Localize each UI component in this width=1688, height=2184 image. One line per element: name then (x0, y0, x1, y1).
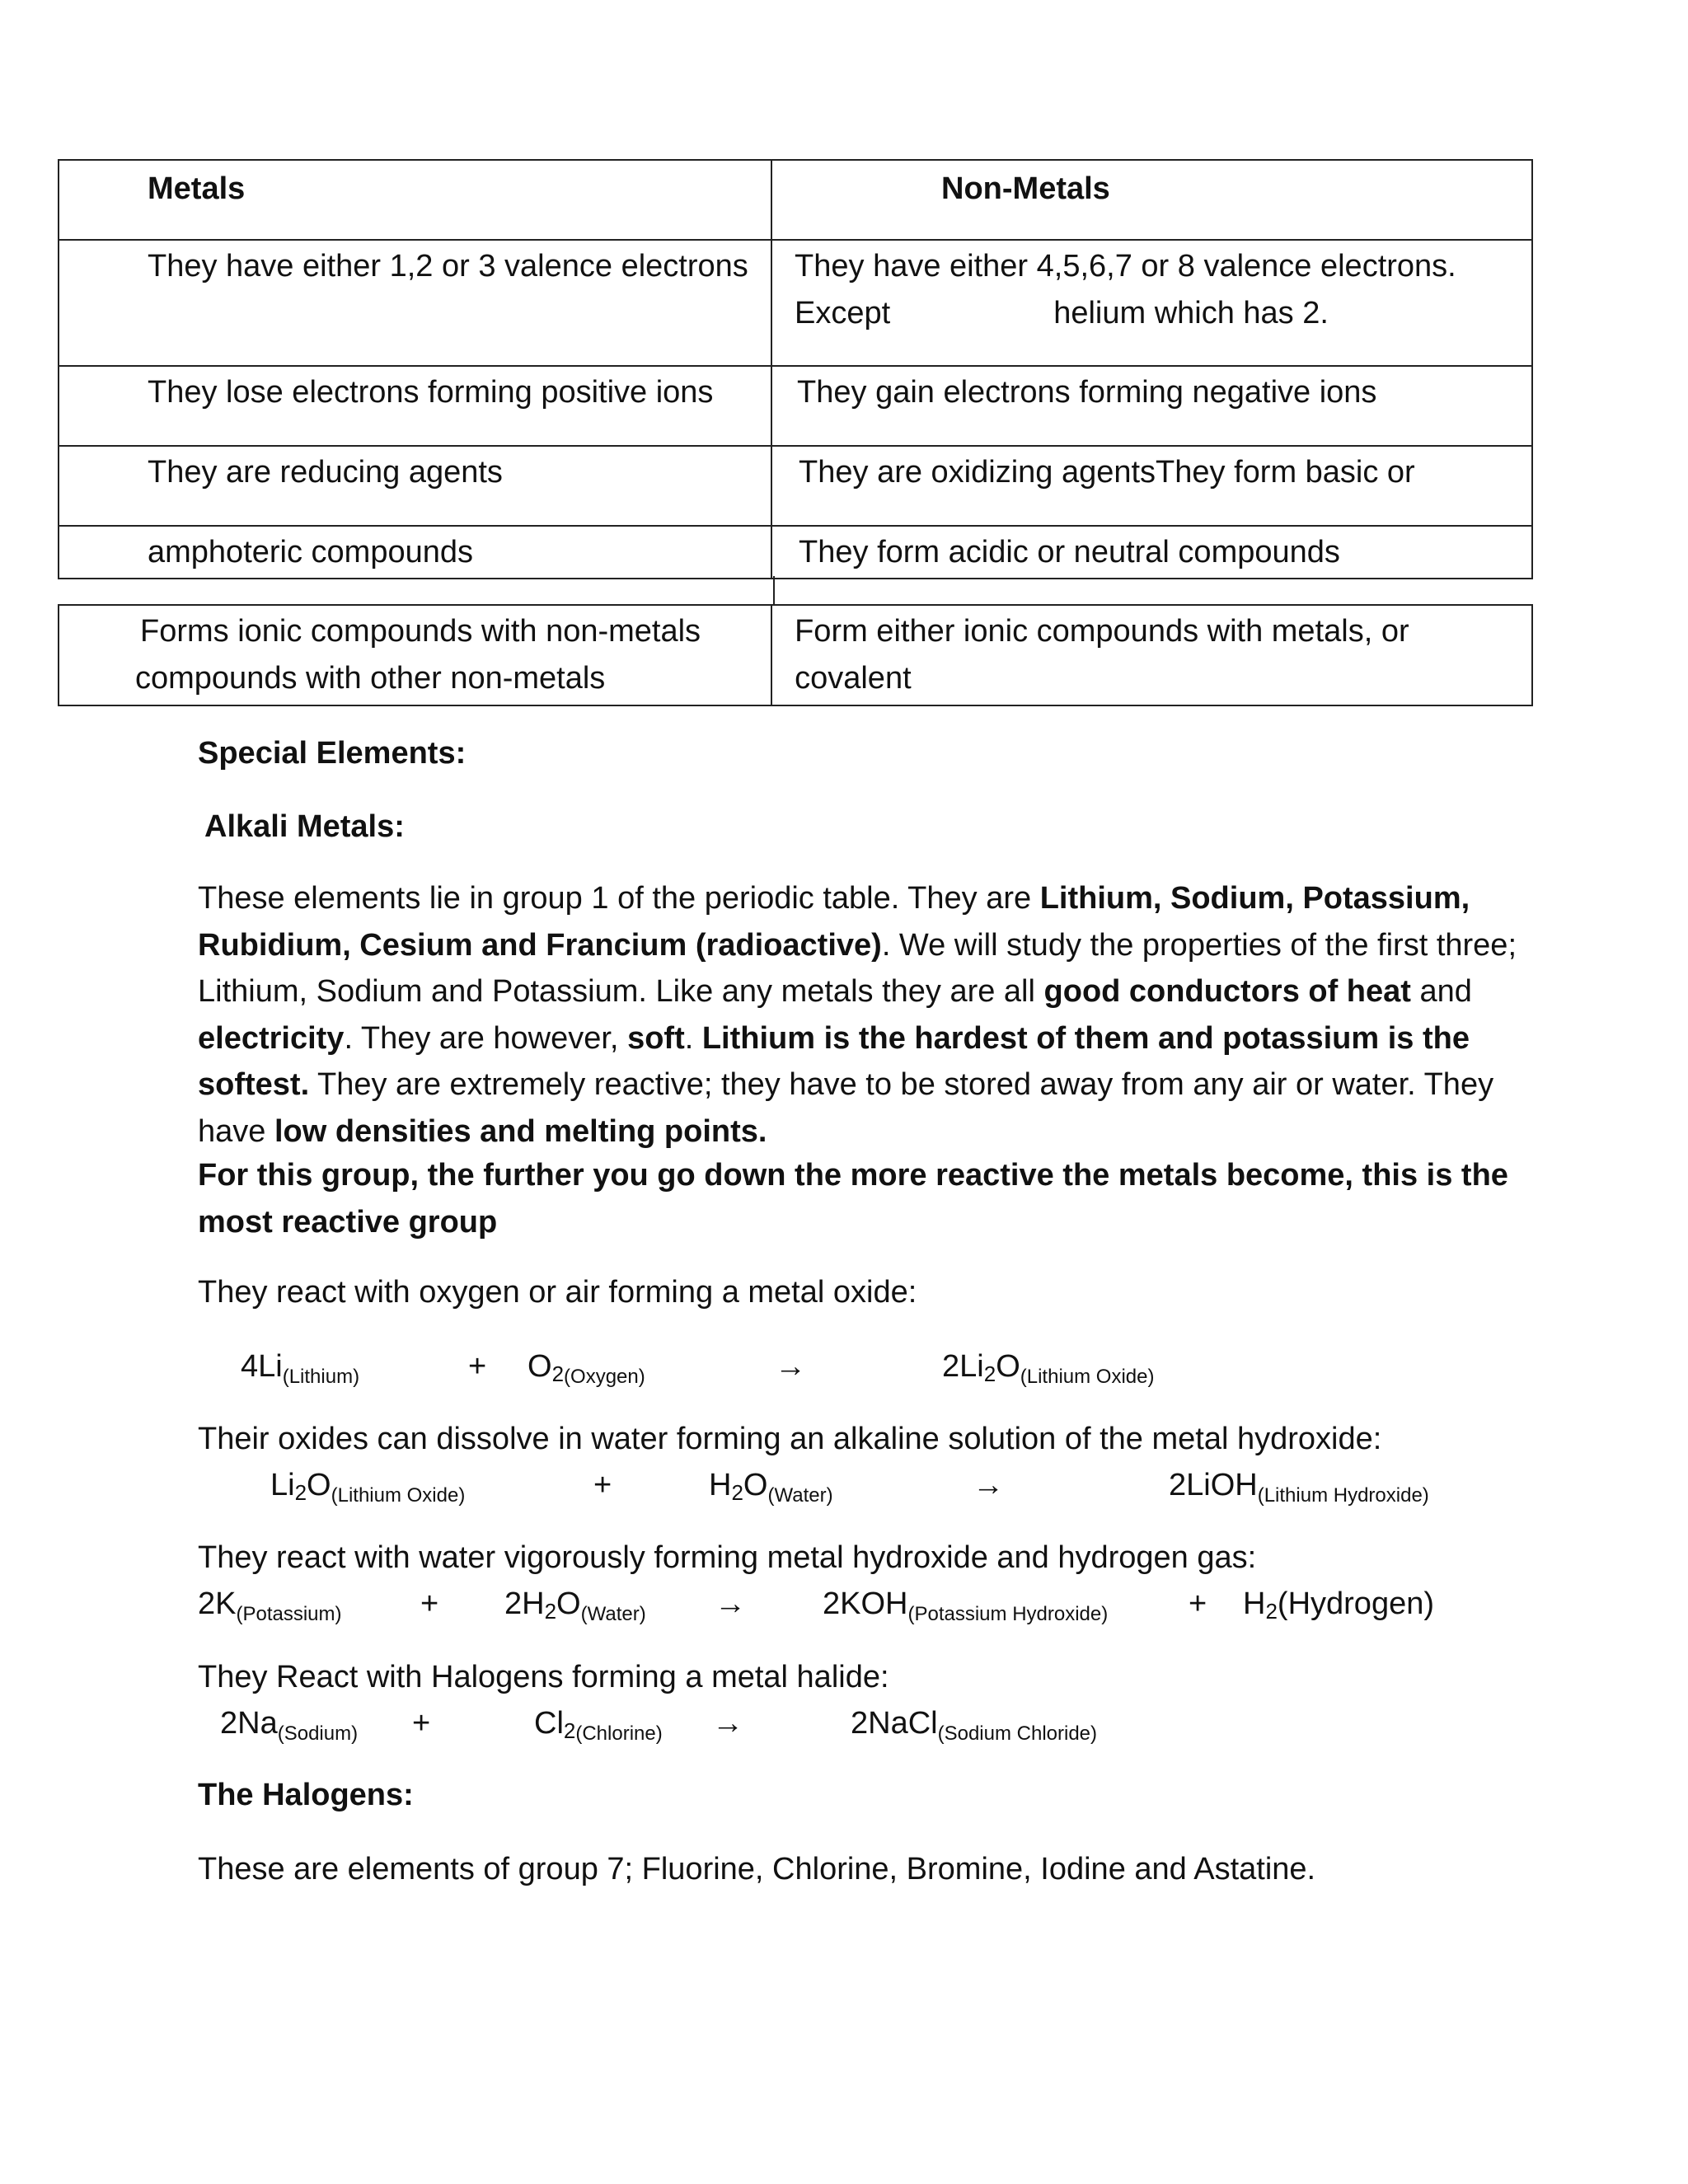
term-main: 2Li (942, 1349, 984, 1384)
table-cell (59, 526, 771, 579)
term-sub: 2 (544, 1599, 557, 1624)
plus-sign: + (412, 1706, 431, 1741)
term-main: 2H (504, 1586, 545, 1621)
term-note: (Lithium Hydroxide) (1257, 1484, 1429, 1507)
term-note: (Sodium) (277, 1722, 359, 1745)
term-note: (Lithium Oxide) (331, 1484, 466, 1507)
term-main: O (556, 1586, 581, 1621)
metals-ionic-text-line2: compounds with other non-metals (135, 661, 606, 696)
para-text: . (684, 1020, 702, 1056)
term-main: H (709, 1468, 732, 1502)
equation-term (1169, 1462, 1429, 1519)
metals-compounds-text: amphoteric compounds (148, 535, 473, 569)
alkali-paragraph (198, 875, 1541, 1155)
table-header-cell (771, 160, 1532, 240)
nonmetals-compounds-text: They form acidic or neutral compounds (799, 535, 1340, 569)
equation-term (709, 1462, 833, 1519)
term-main: O (528, 1349, 552, 1384)
table-cell (771, 366, 1532, 446)
term-note: (Sodium Chloride) (937, 1722, 1098, 1745)
term-main: 2Na (220, 1706, 278, 1741)
oxides-intro: Their oxides can dissolve in water forming an alkaline solution of the metal hydroxide: (198, 1422, 1382, 1456)
alkali-metals-heading: Alkali Metals: (204, 809, 405, 844)
term-note: (Lithium Oxide) (1020, 1366, 1155, 1388)
halogen-rxn-intro: They React with Halogens forming a metal halide: (198, 1660, 889, 1694)
comparison-table-continued (58, 604, 1533, 706)
table-cell (59, 240, 771, 366)
equation-term (504, 1581, 646, 1638)
equation-term (942, 1343, 1154, 1400)
term-main: O (743, 1468, 768, 1502)
reactivity-note: For this group, the further you go down the more reactive the metals become, this is the most reactive group (198, 1158, 1508, 1240)
non-metals-header: Non-Metals (941, 171, 1110, 206)
nonmetals-ionic-text: Form either ionic compounds with metals, or covalent (795, 614, 1409, 696)
table-cell (59, 446, 771, 526)
term-note: (Potassium Hydroxide) (907, 1603, 1109, 1625)
term-main: 2NaCl (851, 1706, 938, 1741)
term-main: O (996, 1349, 1020, 1384)
term-main: O (307, 1468, 331, 1502)
table-cell (771, 526, 1532, 579)
term-sub: 2 (1265, 1599, 1278, 1624)
equation-term (1243, 1581, 1434, 1635)
except-text: Except (795, 296, 891, 330)
water-intro: They react with water vigorously forming metal hydroxide and hydrogen gas: (198, 1540, 1257, 1575)
para-text: . They are however, (344, 1020, 628, 1056)
para-text: These elements lie in group 1 of the periodic table. They are (198, 881, 1040, 916)
nonmetals-except-line (772, 290, 1531, 337)
para-text: . We will study the properties of the first three; Lithium, Sodium and Potassium. Like any metals they are all (198, 927, 1517, 1009)
table-cell (59, 366, 771, 446)
para-text: They are extremely reactive; they have to be stored away from any air or water. They have (198, 1067, 1494, 1149)
equation-term (198, 1581, 342, 1638)
term-main: H (1243, 1586, 1266, 1621)
plus-sign: + (420, 1586, 439, 1621)
term-sub: 2 (563, 1718, 576, 1743)
arrow-icon: → (973, 1468, 1004, 1502)
term-note: (Oxygen) (564, 1366, 645, 1388)
arrow-icon: → (712, 1706, 743, 1741)
term-main: Cl (534, 1706, 564, 1741)
para-bold: low densities and melting points. (274, 1113, 767, 1149)
para-bold: good conductors of heat (1043, 974, 1411, 1009)
para-bold: Lithium is the hardest of them and potassium is the softest. (198, 1020, 1470, 1102)
halogens-heading: The Halogens: (198, 1778, 414, 1812)
table-cell (59, 605, 771, 705)
para-bold: Lithium, Sodium, Potassium, Rubidium, Cesium and Francium (radioactive) (198, 881, 1470, 963)
term-main: Li (270, 1468, 295, 1502)
term-note: (Potassium) (236, 1603, 342, 1625)
equation-term (823, 1581, 1108, 1638)
term-main: (Hydrogen) (1277, 1586, 1434, 1621)
nonmetals-ions-text: They gain electrons forming negative ions (797, 375, 1377, 410)
equation-term (528, 1343, 645, 1400)
table-header-cell (59, 160, 771, 240)
term-sub: 2 (731, 1480, 743, 1505)
term-note: (Water) (580, 1603, 646, 1625)
metals-valence-text: They have either 1,2 or 3 valence electrons (148, 249, 748, 284)
term-main: 2LiOH (1169, 1468, 1258, 1502)
comparison-table (58, 159, 1533, 579)
table-cell (771, 446, 1532, 526)
equation-term (851, 1700, 1097, 1757)
metals-ionic-text: Forms ionic compounds with non-metals (140, 614, 701, 649)
metals-header: Metals (148, 171, 246, 206)
para-bold: soft (627, 1020, 685, 1056)
para-text: and (1410, 974, 1472, 1009)
term-main: 2KOH (823, 1586, 908, 1621)
nonmetals-valence-text: They have either 4,5,6,7 or 8 valence electrons. (795, 249, 1456, 284)
term-note: (Lithium) (282, 1366, 360, 1388)
equation-term (534, 1700, 663, 1757)
term-note: (Chlorine) (575, 1722, 663, 1745)
metals-ions-text: They lose electrons forming positive ions (148, 375, 714, 410)
special-elements-heading: Special Elements: (198, 736, 467, 771)
term-main: 2K (198, 1586, 237, 1621)
arrow-icon: → (775, 1349, 806, 1384)
metals-agents-text: They are reducing agents (148, 455, 503, 490)
term-sub: 2 (551, 1361, 565, 1386)
plus-sign: + (593, 1468, 612, 1502)
table-divider (773, 576, 775, 606)
equation-term (241, 1343, 359, 1400)
plus-sign: + (1189, 1586, 1207, 1621)
table-cell (771, 605, 1532, 705)
term-note: (Water) (767, 1484, 833, 1507)
helium-text: helium which has 2. (1053, 296, 1329, 330)
term-main: 4Li (241, 1349, 283, 1384)
para-bold: electricity (198, 1020, 345, 1056)
arrow-icon: → (715, 1586, 746, 1621)
equation-term (270, 1462, 465, 1519)
oxygen-intro: They react with oxygen or air forming a metal oxide: (198, 1275, 917, 1310)
term-sub: 2 (294, 1480, 307, 1505)
equation-term (220, 1700, 358, 1757)
table-cell (771, 240, 1532, 366)
nonmetals-agents-text: They are oxidizing agentsThey form basic or (799, 455, 1415, 490)
halogens-text: These are elements of group 7; Fluorine, Chlorine, Bromine, Iodine and Astatine. (198, 1852, 1316, 1886)
term-sub: 2 (983, 1361, 996, 1386)
plus-sign: + (468, 1349, 487, 1384)
